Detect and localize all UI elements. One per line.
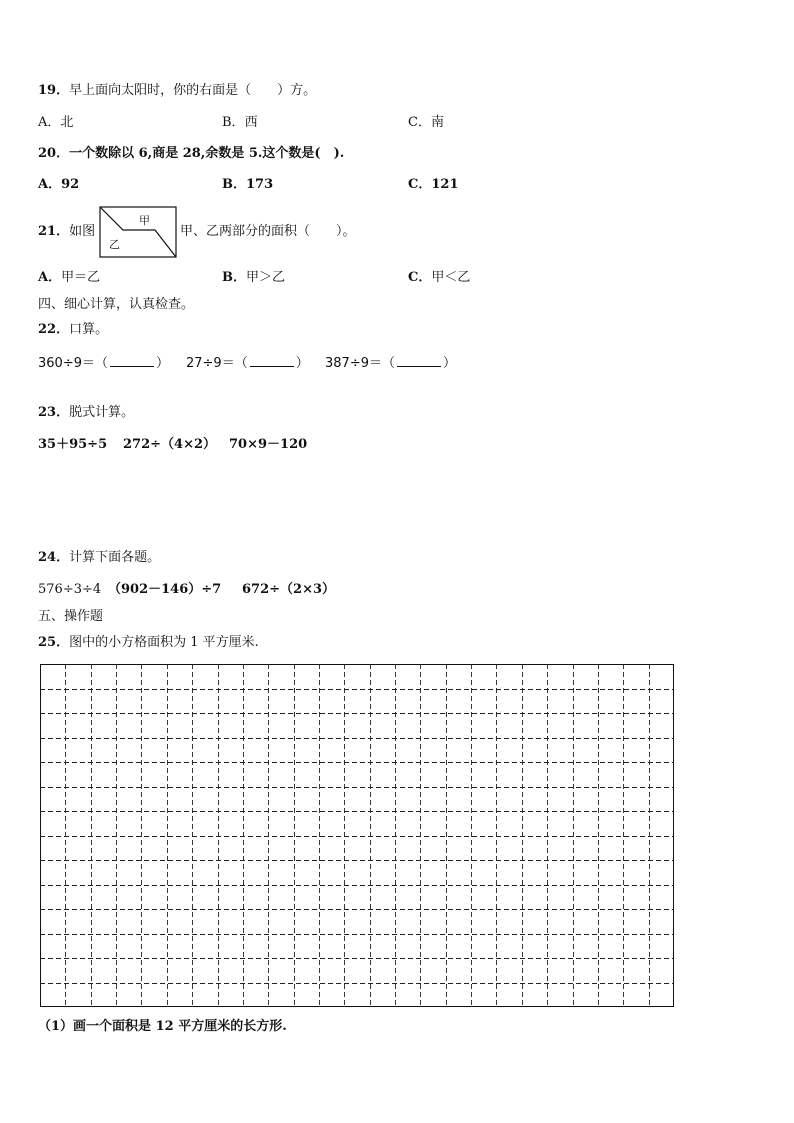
square-grid[interactable] (40, 664, 674, 1007)
q22-expr-1: 360÷9＝（ (38, 356, 108, 371)
q19-option-c[interactable] (408, 115, 444, 131)
q22-close-1: ） (155, 356, 169, 371)
q23-text: 脱式计算。 (69, 405, 135, 420)
q22-item-2[interactable] (186, 354, 309, 372)
q20-number: 20． (38, 146, 70, 161)
q21-stem-prefix (38, 224, 95, 240)
option-letter: A． (38, 270, 62, 285)
q23-item-3: 70×9－120 (229, 437, 308, 452)
option-letter: B． (222, 115, 245, 130)
q19-text: 早上面向太阳时，你的右面是（ ）方。 (69, 83, 317, 98)
answer-blank[interactable] (397, 354, 441, 367)
option-letter: B． (222, 270, 246, 285)
option-letter: C． (408, 115, 431, 130)
option-text: 甲＝乙 (61, 270, 101, 285)
q22-close-2: ） (295, 356, 309, 371)
answer-blank[interactable] (250, 354, 294, 367)
q25-number: 25． (38, 635, 70, 650)
option-letter: C． (408, 177, 432, 192)
option-letter: A． (38, 115, 61, 130)
q24-item-2: （902－146）÷7 (108, 582, 222, 597)
figure-label-top: 甲 (139, 214, 150, 227)
q19-option-a[interactable] (38, 115, 73, 131)
q22-stem (38, 322, 108, 338)
q24-text: 计算下面各题。 (69, 550, 161, 565)
q23-item-1: 35＋95÷5 (38, 437, 108, 452)
option-text: 173 (246, 177, 274, 192)
q25-stem (38, 635, 259, 651)
option-text: 西 (244, 115, 258, 130)
section-5-heading: 五、操作题 (38, 609, 104, 624)
q25-text: 图中的小方格面积为 1 平方厘米. (69, 635, 259, 650)
q20-option-b[interactable] (222, 177, 273, 193)
option-text: 121 (431, 177, 459, 192)
option-letter: A． (38, 177, 62, 192)
option-text: 北 (60, 115, 74, 130)
grid-border (41, 665, 674, 1007)
q20-option-a[interactable] (38, 177, 79, 193)
q25-subquestion-1: （1）画一个面积是 12 平方厘米的长方形. (38, 1019, 287, 1034)
q20-stem (38, 146, 344, 162)
q21-option-b[interactable] (222, 270, 285, 286)
q21-option-c[interactable] (408, 270, 470, 286)
q24-stem (38, 550, 160, 566)
q22-close-3: ） (442, 356, 456, 371)
q21-suffix: 甲、乙两部分的面积（ ）。 (180, 224, 356, 239)
figure-label-bottom: 乙 (109, 238, 120, 251)
q23-item-2: 272÷（4×2） (123, 437, 217, 452)
q20-option-c[interactable] (408, 177, 459, 193)
grid-lines (40, 664, 674, 1007)
q19-number: 19． (38, 83, 70, 98)
q24-item-1: 576÷3÷4 (38, 582, 102, 597)
answer-blank[interactable] (110, 354, 154, 367)
q22-item-3[interactable] (325, 354, 456, 372)
q21-prefix: 如图 (69, 224, 96, 239)
option-letter: B． (222, 177, 246, 192)
option-text: 甲＜乙 (431, 270, 471, 285)
q21-figure (99, 206, 177, 258)
q21-option-a[interactable] (38, 270, 100, 286)
section-4-heading: 四、细心计算，认真检查。 (38, 297, 195, 312)
q21-number: 21． (38, 224, 70, 239)
q19-stem (38, 83, 316, 99)
q20-text: 一个数除以 6,商是 28,余数是 5.这个数是( ). (69, 146, 345, 161)
q22-number: 22． (38, 322, 70, 337)
q22-expr-2: 27÷9＝（ (186, 356, 248, 371)
option-text: 南 (430, 115, 444, 130)
q24-item-3: 672÷（2×3） (242, 582, 336, 597)
q22-text: 口算。 (69, 322, 109, 337)
option-text: 92 (61, 177, 80, 192)
q19-option-b[interactable] (222, 115, 258, 131)
option-text: 甲＞乙 (246, 270, 286, 285)
q22-expr-3: 387÷9＝（ (325, 356, 395, 371)
q23-stem (38, 405, 134, 421)
q21-stem-suffix (180, 224, 356, 240)
option-letter: C． (408, 270, 432, 285)
q23-number: 23． (38, 405, 70, 420)
q24-number: 24． (38, 550, 70, 565)
q22-item-1[interactable] (38, 354, 169, 372)
